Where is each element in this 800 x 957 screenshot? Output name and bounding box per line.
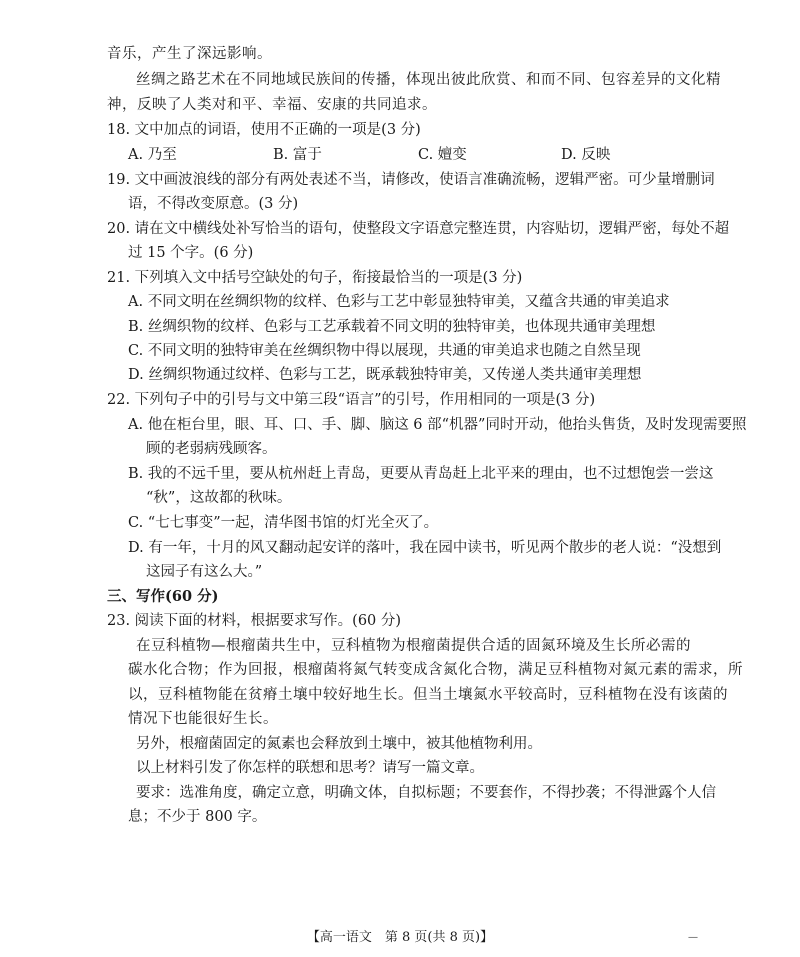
q22-option-c: C. “七七事变”一起，清华图书馆的灯光全灭了。 [128,515,439,531]
q21-option-a: A. 不同文明在丝绸织物的纹样、色彩与工艺中彰显独特审美，又蕴含共通的审美追求 [128,294,670,310]
q23-material-line-5: 另外，根瘤菌固定的氮素也会释放到土壤中，被其他植物利用。 [136,736,542,752]
q22-stem: 22. 下列句子中的引号与文中第三段“语言”的引号，作用相同的一项是(3 分) [107,392,596,408]
q20-line-1: 20. 请在文中横线处补写恰当的语句，使整段文字语意完整连贯，内容贴切，逻辑严密，每处不超 [107,221,730,237]
passage-line-3: 神，反映了人类对和平、幸福、安康的共同追求。 [107,97,437,113]
q18-options [128,145,688,165]
q23-material-line-4: 情况下也能很好生长。 [128,711,278,727]
q18-option-a: A. 乃至 [128,147,177,163]
q19-line-1: 19. 文中画波浪线的部分有两处表述不当，请修改，使语言准确流畅，逻辑严密。可少量增删词 [107,172,715,188]
q22-option-d-line-1: D. 有一年，十月的风又翻动起安详的落叶，我在园中读书，听见两个散步的老人说：“没想到 [128,540,722,556]
q22-option-b-line-2: “秋”，这故都的秋味。 [146,490,292,506]
q22-option-d-line-2: 这园子有这么大。” [146,564,263,580]
page-footer: 【高一语文 第 8 页(共 8 页)】 [306,930,494,945]
q21-stem: 21. 下列填入文中括号空缺处的句子，衔接最恰当的一项是(3 分) [107,270,523,286]
q19-line-2: 语，不得改变原意。(3 分) [128,196,299,212]
q18-option-c: C. 嬗变 [418,147,467,163]
q20-line-2: 过 15 个字。(6 分) [128,245,254,261]
q18-stem: 18. 文中加点的词语，使用不正确的一项是(3 分) [107,122,421,138]
q23-requirements-line-1: 要求：选准角度，确定立意，明确文体，自拟标题；不要套作，不得抄袭；不得泄露个人信 [136,785,716,801]
q23-requirements-line-2: 息；不少于 800 字。 [128,809,267,825]
q18-option-d: D. 反映 [561,147,611,163]
passage-line-2: 丝绸之路艺术在不同地域民族间的传播，体现出彼此欣赏、和而不同、包容差异的文化精 [136,72,721,88]
q23-prompt: 以上材料引发了你怎样的联想和思考？请写一篇文章。 [136,760,484,776]
q23-stem: 23. 阅读下面的材料，根据要求写作。(60 分) [107,613,402,629]
q18-option-b: B. 富于 [273,147,322,163]
q23-material-line-2: 碳水化合物；作为回报，根瘤菌将氮气转变成含氮化合物，满足豆科植物对氮元素的需求，所 [128,662,743,678]
q22-option-a-line-1: A. 他在柜台里，眼、耳、口、手、脚、脑这 6 部“机器”同时开动，他抬头售货，及时发现需要照 [128,417,747,433]
section-3-title: 三、写作(60 分) [107,588,219,605]
corner-mark: — [688,932,698,943]
q21-option-b: B. 丝绸织物的纹样、色彩与工艺承载着不同文明的独特审美，也体现共通审美理想 [128,319,656,335]
passage-line-1: 音乐，产生了深远影响。 [107,46,272,62]
q23-material-line-1: 在豆科植物—根瘤菌共生中，豆科植物为根瘤菌提供合适的固氮环境及生长所必需的 [136,638,691,654]
q23-material-line-3: 以，豆科植物能在贫瘠土壤中较好地生长。但当土壤氮水平较高时，豆科植物在没有该菌的 [128,687,728,703]
q22-option-b-line-1: B. 我的不远千里，要从杭州赶上青岛，更要从青岛赶上北平来的理由，也不过想饱尝一尝这 [128,466,714,482]
q21-option-d: D. 丝绸织物通过纹样、色彩与工艺，既承载独特审美，又传递人类共通审美理想 [128,367,642,383]
q21-option-c: C. 不同文明的独特审美在丝绸织物中得以展现，共通的审美追求也随之自然呈现 [128,343,641,359]
q22-option-a-line-2: 顾的老弱病残顾客。 [146,441,277,457]
